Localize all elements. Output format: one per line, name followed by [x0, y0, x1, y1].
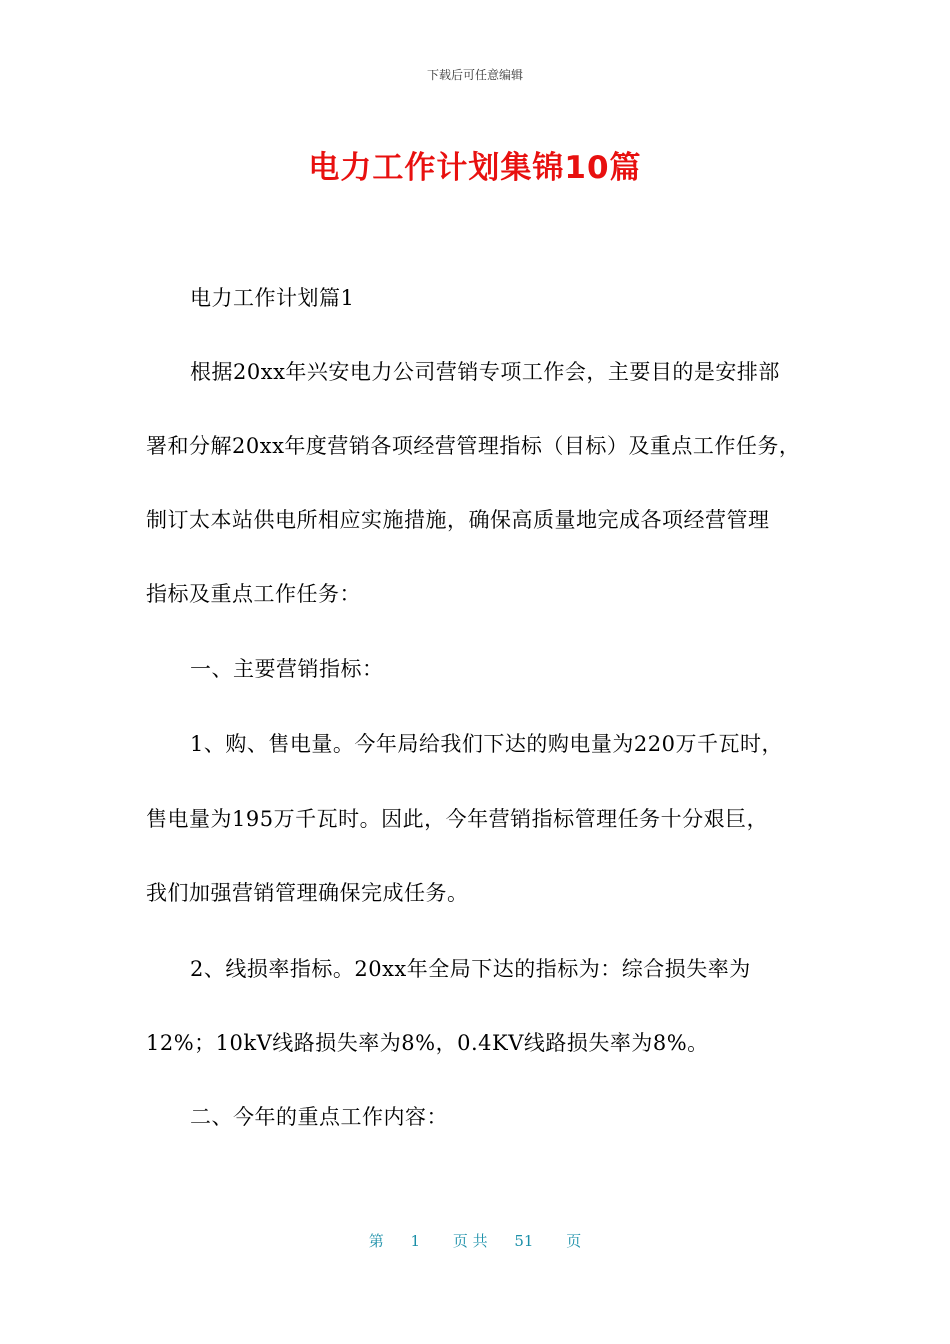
footer-prefix: 第 [368, 1232, 384, 1250]
page-footer [0, 1230, 950, 1251]
section-heading: 电力工作计划篇1 [190, 286, 355, 310]
paragraph-line: 2、线损率指标。20xx年全局下达的指标为：综合损失率为 [190, 957, 751, 981]
paragraph-line: 署和分解20xx年度营销各项经营管理指标（目标）及重点工作任务， [146, 434, 801, 458]
paragraph-line: 1、购、售电量。今年局给我们下达的购电量为220万千瓦时， [190, 732, 783, 756]
paragraph-line: 指标及重点工作任务： [146, 582, 361, 606]
footer-suffix: 页 [566, 1232, 582, 1250]
header-note: 下载后可任意编辑 [426, 68, 523, 82]
paragraph-line: 制订太本站供电所相应实施措施，确保高质量地完成各项经营管理 [146, 508, 770, 532]
paragraph-line: 12%；10kV线路损失率为8%，0.4KV线路损失率为8%。 [146, 1031, 709, 1055]
paragraph-line: 根据20xx年兴安电力公司营销专项工作会，主要目的是安排部 [190, 360, 780, 384]
footer-middle: 页 共 [452, 1232, 488, 1250]
paragraph-line: 售电量为195万千瓦时。因此，今年营销指标管理任务十分艰巨， [146, 807, 769, 831]
total-page-count: 51 [514, 1232, 534, 1250]
subsection-heading: 一、主要营销指标： [190, 657, 384, 681]
paragraph-line: 我们加强营销管理确保完成任务。 [146, 881, 469, 905]
document-title: 电力工作计划集锦10篇 [308, 150, 642, 186]
subsection-heading: 二、今年的重点工作内容： [190, 1105, 448, 1129]
current-page-number: 1 [410, 1232, 421, 1250]
